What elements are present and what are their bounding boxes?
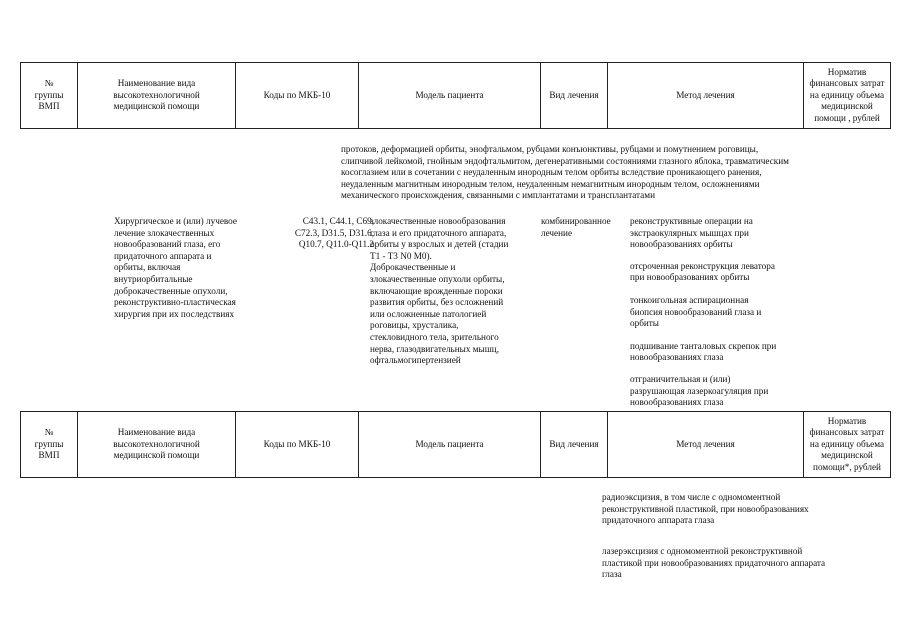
header-care-type: Наименование вида высокотехнологичной медицинской помощи [78,63,236,129]
method-item: отсроченная реконструкция леватора при новообразованиях орбиты [630,260,775,283]
bottom-method-item: лазерэксцизия с одномоментной реконструктивной пластикой при новообразованиях придаточного аппарата глаза [602,546,826,580]
method-item: тонкоигольная аспирационная биопсия новообразований глаза и орбиты [630,294,762,329]
row-treatment-type: комбинированное лечение [541,216,611,238]
header-cost-norm: Норматив финансовых затрат на единицу объема медицинской помощи , рублей [804,63,891,129]
row-methods-list [630,216,810,409]
header-icd-codes: Коды по МКБ-10 [236,412,359,478]
header-patient-model: Модель пациента [359,63,541,129]
header-patient-model: Модель пациента [359,412,541,478]
header-treatment-method: Метод лечения [608,412,804,478]
header-treatment-type: Вид лечения [541,412,608,478]
row-icd-codes: C43.1, C44.1, C69, C72.3, D31.5, D31.6, Q10.7, Q11.0-Q11.2 [294,216,374,250]
header-care-type: Наименование вида высокотехнологичной медицинской помощи [78,412,236,478]
method-item: отграничительная и (или) разрушающая лазеркоагуляция при новообразованиях глаза [630,373,769,408]
row-care-name: Хирургическое и (или) лучевое лечение злокачественных новообразований глаза, его придаточного аппарата и орбиты, включая внутриорбитальные доброкачественные опухоли, реконструктивно-пластическая хирургия при их последствиях [114,216,237,319]
method-item: реконструктивные операции на экстраокулярных мышцах при новообразованиях орбиты [630,216,753,250]
method-item: подшивание танталовых скрепок при новообразованиях глаза [630,340,777,363]
header-treatment-type: Вид лечения [541,63,608,129]
header-treatment-method: Метод лечения [608,63,804,129]
header-icd-codes: Коды по МКБ-10 [236,63,359,129]
table-header-bottom [20,411,891,478]
header-cost-norm: Норматив финансовых затрат на единицу объема медицинской помощи*, рублей [804,412,891,478]
table-header-top [20,62,891,129]
continuation-text: протоков, деформацией орбиты, энофтальмом, рубцами конъюнктивы, рубцами и помутнением роговицы, слипчивой лейкомой, гнойным эндофтальмитом, дегенеративными состояниями глазного яблока, травматическим косоглазием или в сочетании с неудаленным инородным телом орбиты вследствие проникающего ранения, неудаленным магнитным инородным телом, неудаленным немагнитным инородным телом, осложнениями механического происхождения, связанными с имплантатами и трансплантатами [341,144,789,201]
header-group-number: № группы ВМП [21,63,78,129]
header-group-number: № группы ВМП [21,412,78,478]
row-patient-model: злокачественные новообразования глаза и его придаточного аппарата, орбиты у взрослых и детей (стадии T1 - T3 N0 M0). Доброкачественные и злокачественные опухоли орбиты, включающие врожденные пороки развития орбиты, без осложнений или осложненные патологией роговицы, хрусталика, стекловидного тела, зрительного нерва, глазодвигательных мышц, офтальмогипертензией [370,216,509,366]
bottom-method-item: радиоэксцизия, в том числе с одномоментной реконструктивной пластикой, при новообразованиях придаточного аппарата глаза [602,492,809,526]
